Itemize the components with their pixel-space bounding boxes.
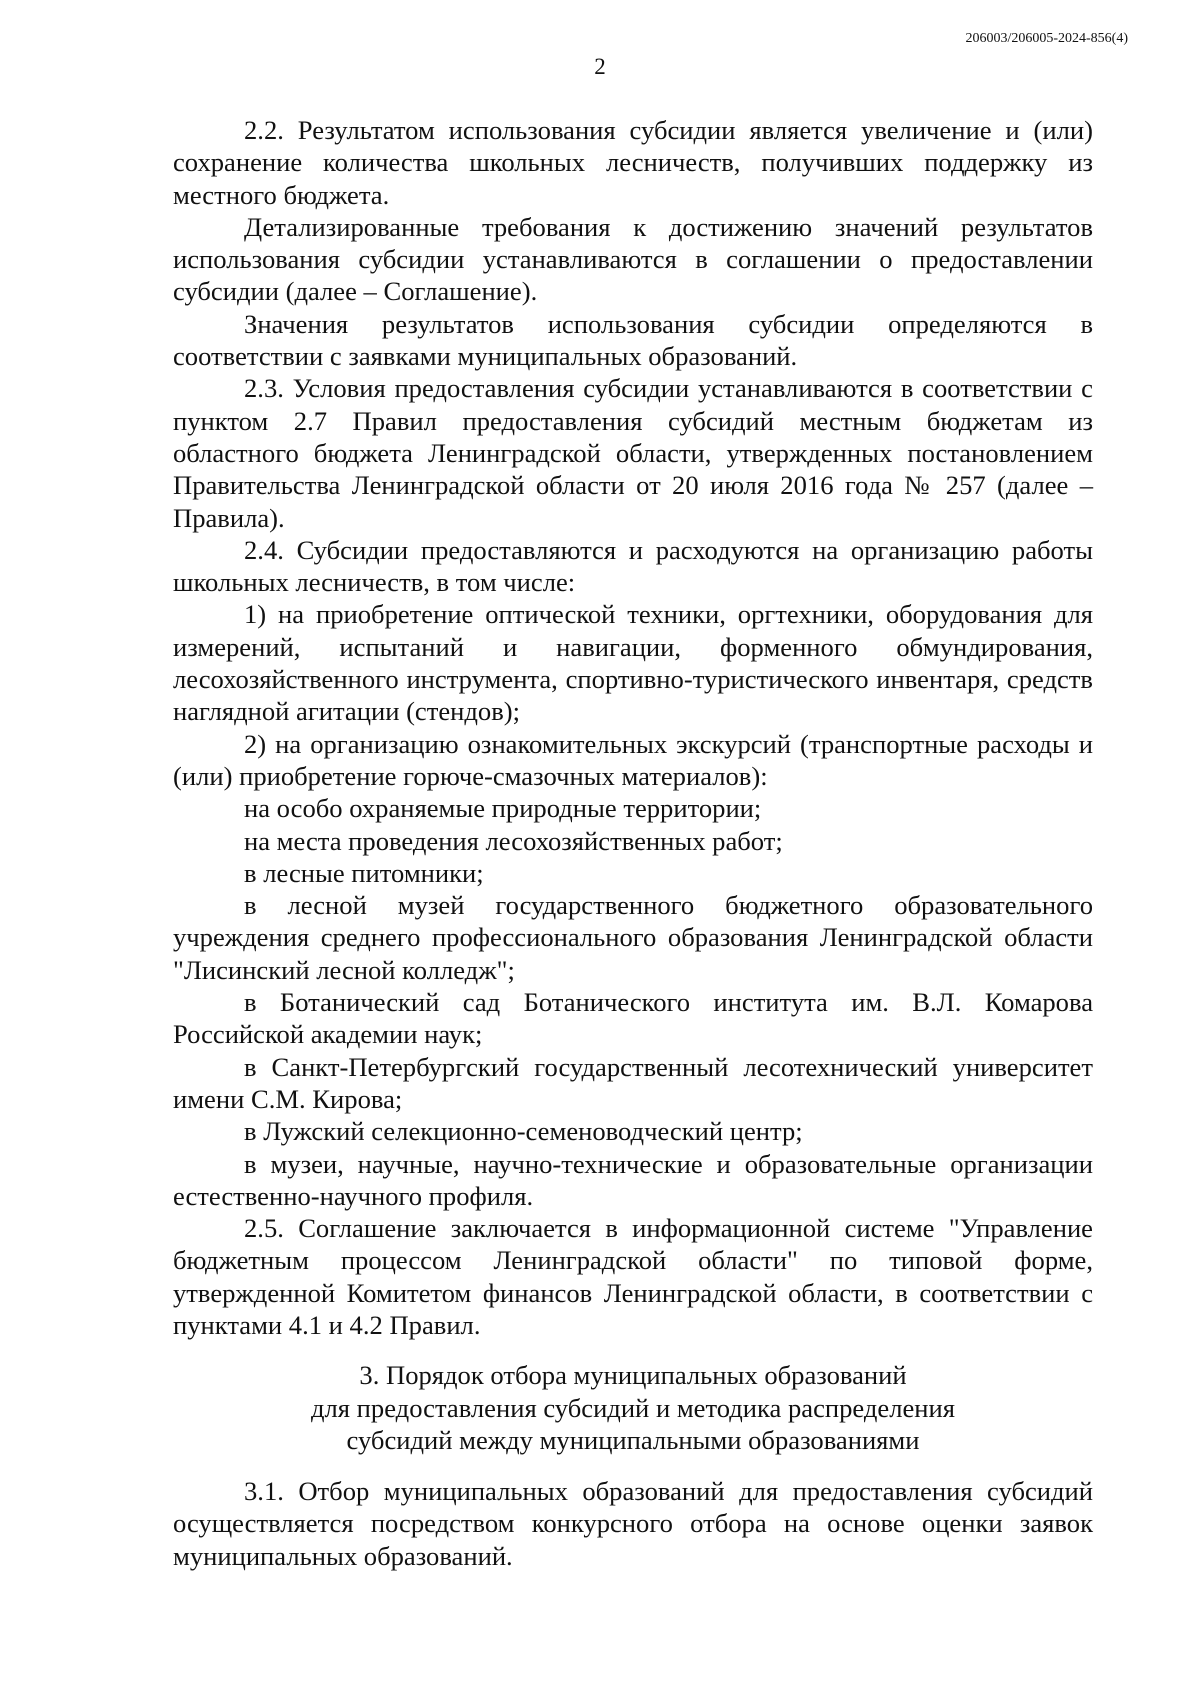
destination-item: в лесной музей государственного бюджетного образовательного учреждения среднего профессионального образования Ленинградской области "Лисинский лесной колледж"; bbox=[173, 890, 1093, 985]
destination-item: на места проведения лесохозяйственных работ; bbox=[244, 825, 783, 856]
document-body bbox=[173, 114, 1093, 1572]
destination-item: в Санкт-Петербургский государственный лесотехнический университет имени С.М. Кирова; bbox=[173, 1051, 1093, 1114]
paragraph-2-4: 2.4. Субсидии предоставляются и расходуются на организацию работы школьных лесничеств, в том числе: bbox=[173, 534, 1093, 598]
paragraph-result-values: Значения результатов использования субсидии определяются в соответствии с заявками муниципальных образований. bbox=[173, 308, 1093, 372]
section-heading-line: 3. Порядок отбора муниципальных образований bbox=[359, 1360, 907, 1391]
destination-item: в музеи, научные, научно-технические и образовательные организации естественно-научного профиля. bbox=[173, 1148, 1093, 1211]
destination-item: в лесные питомники; bbox=[244, 857, 484, 888]
list-item-2: 2) на организацию ознакомительных экскурсий (транспортные расходы и (или) приобретение горюче-смазочных материалов): bbox=[173, 728, 1093, 791]
document-code: 206003/206005-2024-856(4) bbox=[965, 31, 1128, 46]
section-3-heading bbox=[173, 1359, 1093, 1456]
page-number: 2 bbox=[594, 54, 606, 79]
destination-item: в Ботанический сад Ботанического института им. В.Л. Комарова Российской академии наук; bbox=[173, 987, 1093, 1050]
paragraph-3-1: 3.1. Отбор муниципальных образований для предоставления субсидий осуществляется посредством конкурсного отбора на основе оценки заявок муниципальных образований. bbox=[173, 1476, 1093, 1571]
paragraph-2-3: 2.3. Условия предоставления субсидии устанавливаются в соответствии с пунктом 2.7 Правил предоставления субсидий местным бюджетам из областного бюджета Ленинградской области, утвержденных постановлением Правительства Ленинградской области от 20 июля 2016 года № 257 (далее – Правила). bbox=[173, 373, 1093, 533]
section-heading-line: для предоставления субсидий и методика распределения bbox=[311, 1392, 955, 1423]
paragraph-detail-requirements: Детализированные требования к достижению значений результатов использования субсидии устанавливаются в соглашении о предоставлении субсидии (далее – Соглашение). bbox=[173, 211, 1093, 307]
destination-item: в Лужский селекционно-семеноводческий центр; bbox=[244, 1116, 803, 1147]
list-item-1: 1) на приобретение оптической техники, оргтехники, оборудования для измерений, испытаний и навигации, форменного обмундирования, лесохозяйственного инструмента, спортивно-туристического инвентаря, средств наглядной агитации (стендов); bbox=[173, 599, 1093, 727]
destination-item: на особо охраняемые природные территории; bbox=[244, 793, 762, 824]
section-heading-line: субсидий между муниципальными образованиями bbox=[346, 1424, 920, 1455]
paragraph-2-2: 2.2. Результатом использования субсидии является увеличение и (или) сохранение количества школьных лесничеств, получивших поддержку из местного бюджета. bbox=[173, 115, 1093, 210]
paragraph-2-5: 2.5. Соглашение заключается в информационной системе "Управление бюджетным процессом Ленинградской области" по типовой форме, утвержденной Комитетом финансов Ленинградской области, в соответствии с пунктами 4.1 и 4.2 Правил. bbox=[173, 1213, 1093, 1340]
